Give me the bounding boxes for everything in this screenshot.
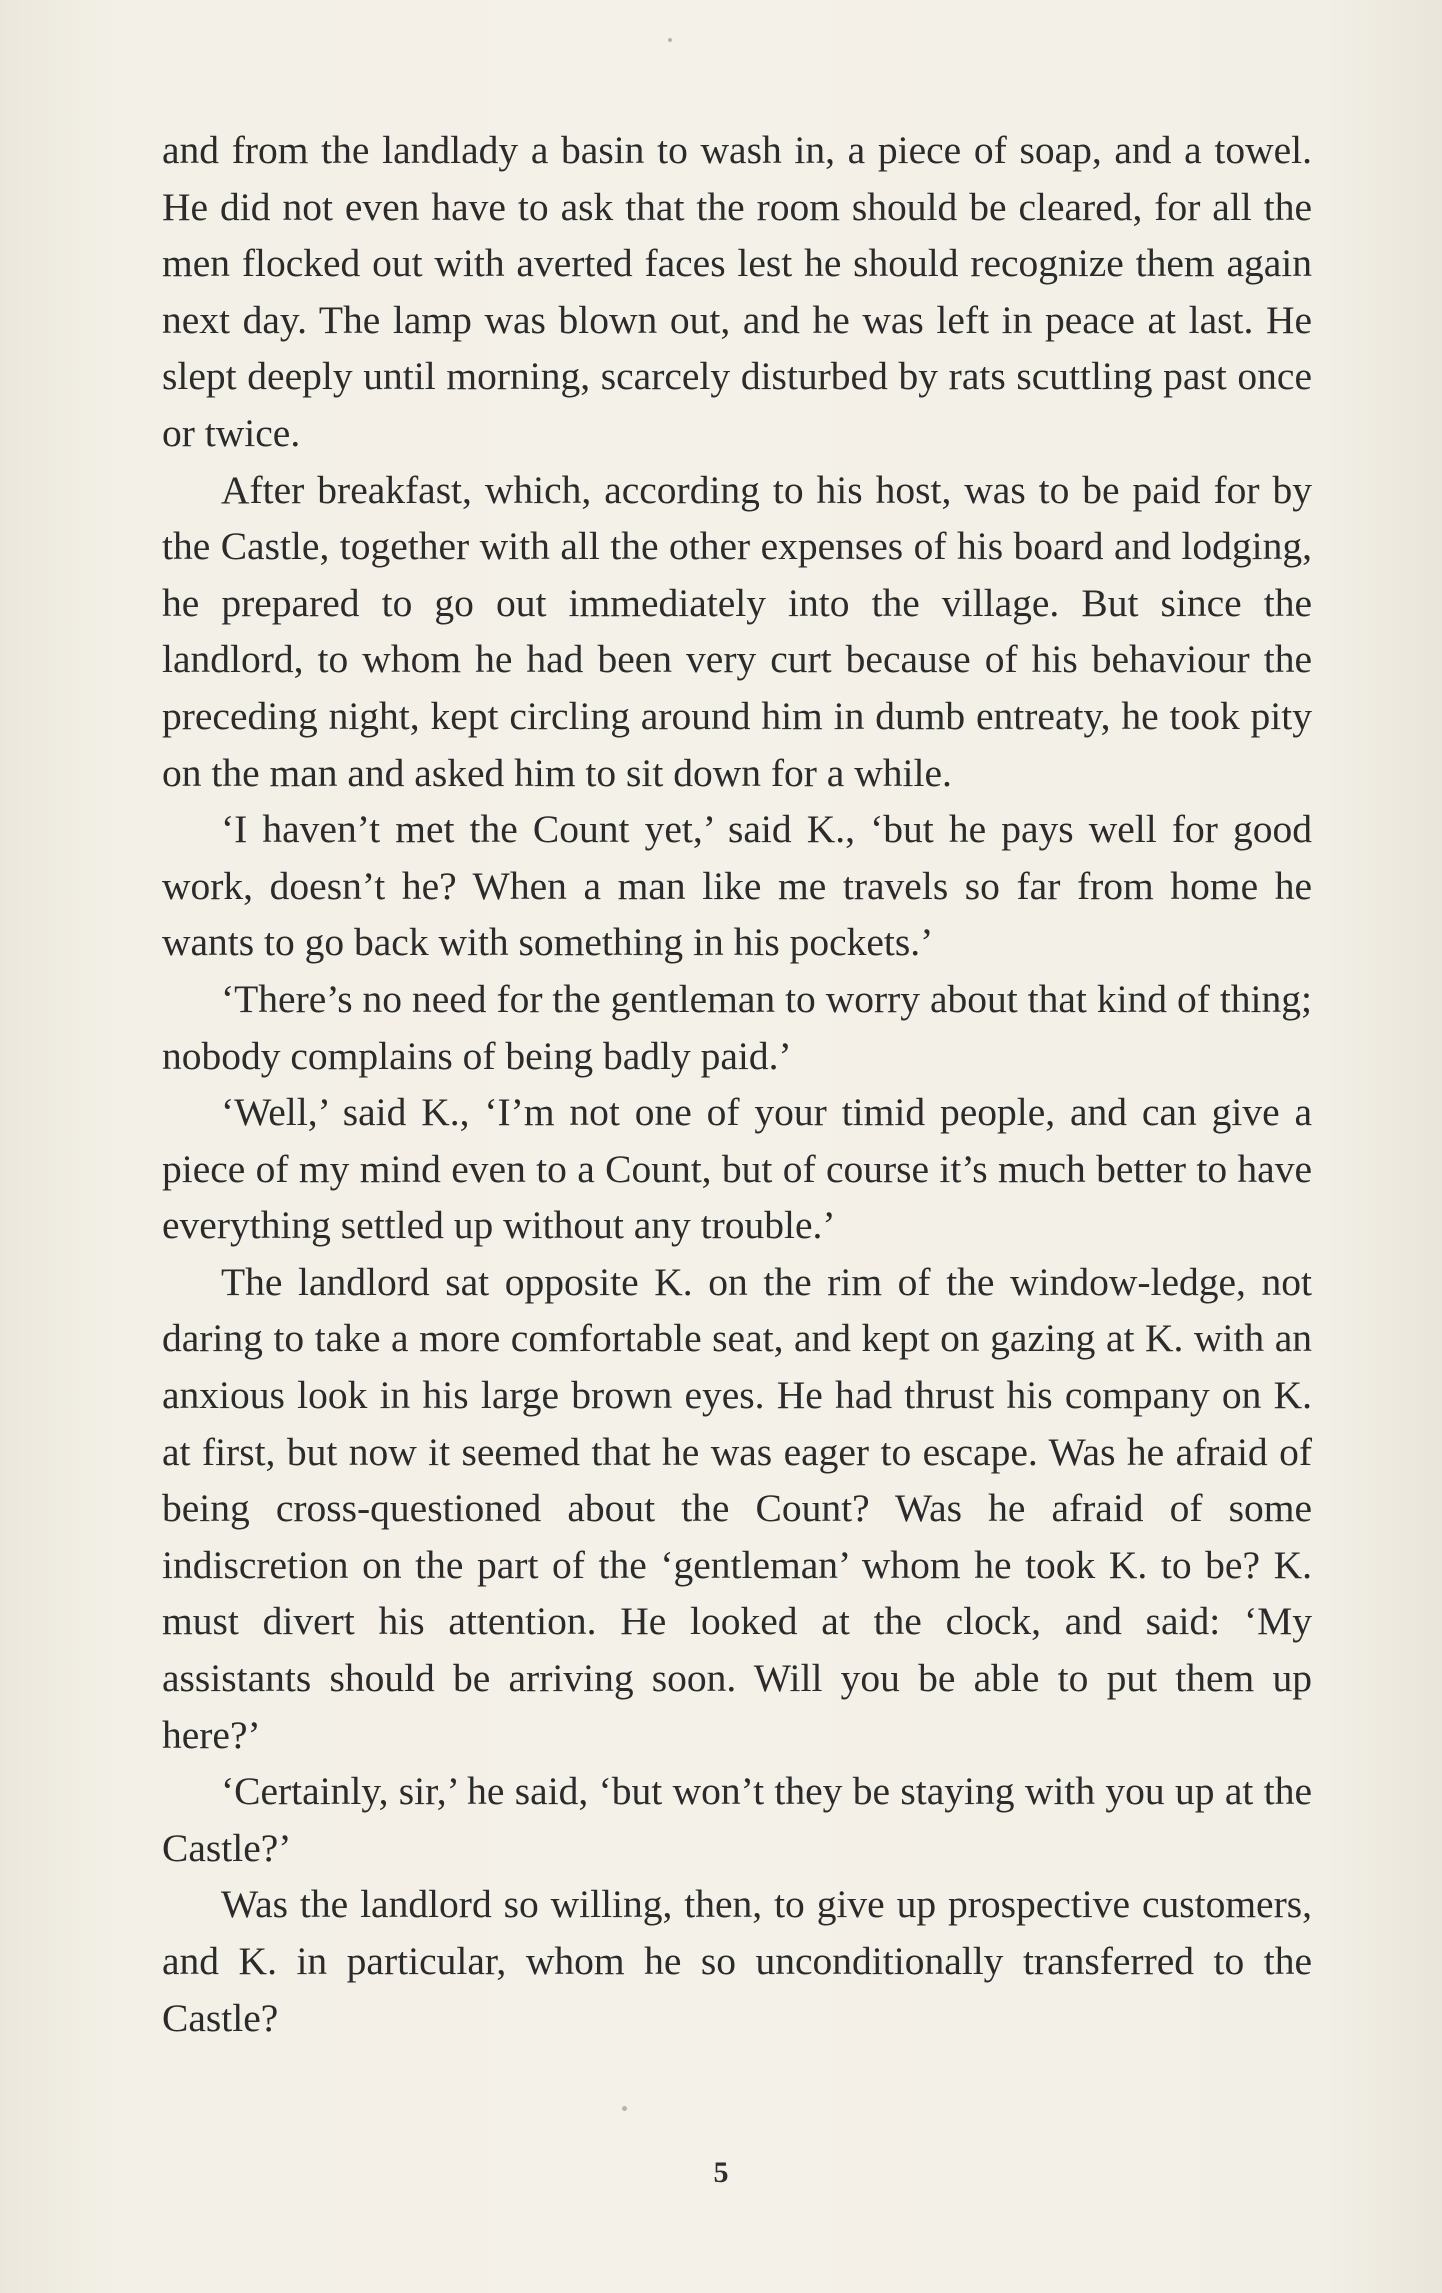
paragraph: ‘Certainly, sir,’ he said, ‘but won’t they be staying with you up at the Castle?’ <box>162 1769 1312 1870</box>
paper-speck <box>668 38 672 42</box>
paragraph: ‘I haven’t met the Count yet,’ said K., ‘but he pays well for good work, doesn’t he? When a man like me travels so far from home he wants to go back with something in his pockets.’ <box>162 807 1312 965</box>
paragraph: After breakfast, which, according to his host, was to be paid for by the Castle, together with all the other expenses of his board and lodging, he prepared to go out immediately into the village. But since the landlord, to whom he had been very curt because of his behaviour the preceding night, kept circling around him in dumb entreaty, he took pity on the man and asked him to sit down for a while. <box>162 467 1312 795</box>
paragraph: and from the landlady a basin to wash in, a piece of soap, and a towel. He did not even have to ask that the room should be cleared, for all the men flocked out with averted faces lest he should recognize them again next day. The lamp was blown out, and he was left in peace at last. He slept deeply until morning, scarcely disturbed by rats scuttling past once or twice. <box>162 128 1312 455</box>
paragraph: ‘Well,’ said K., ‘I’m not one of your timid people, and can give a piece of my mind even to a Count, but of course it’s much better to have everything settled up without any trouble.’ <box>162 1090 1312 1248</box>
body-text <box>162 122 1312 2046</box>
paragraph: Was the landlord so willing, then, to give up prospective customers, and K. in particular, whom he so unconditionally transferred to the Castle? <box>162 1882 1312 2040</box>
paragraph: The landlord sat opposite K. on the rim of the window-ledge, not daring to take a more comfortable seat, and kept on gazing at K. with an anxious look in his large brown eyes. He had thrust his company on K. at first, but now it seemed that he was eager to escape. Was he afraid of being cross-questioned about the Count? Was he afraid of some indiscretion on the part of the ‘gentleman’ whom he took K. to be? K. must divert his attention. He looked at the clock, and said: ‘My assistants should be arriving soon. Will you be able to put them up here?’ <box>162 1259 1312 1757</box>
page-number: 5 <box>713 2156 729 2189</box>
paragraph: ‘There’s no need for the gentleman to worry about that kind of thing; nobody complains of being badly paid.’ <box>162 976 1312 1078</box>
paper-speck <box>622 2106 627 2111</box>
